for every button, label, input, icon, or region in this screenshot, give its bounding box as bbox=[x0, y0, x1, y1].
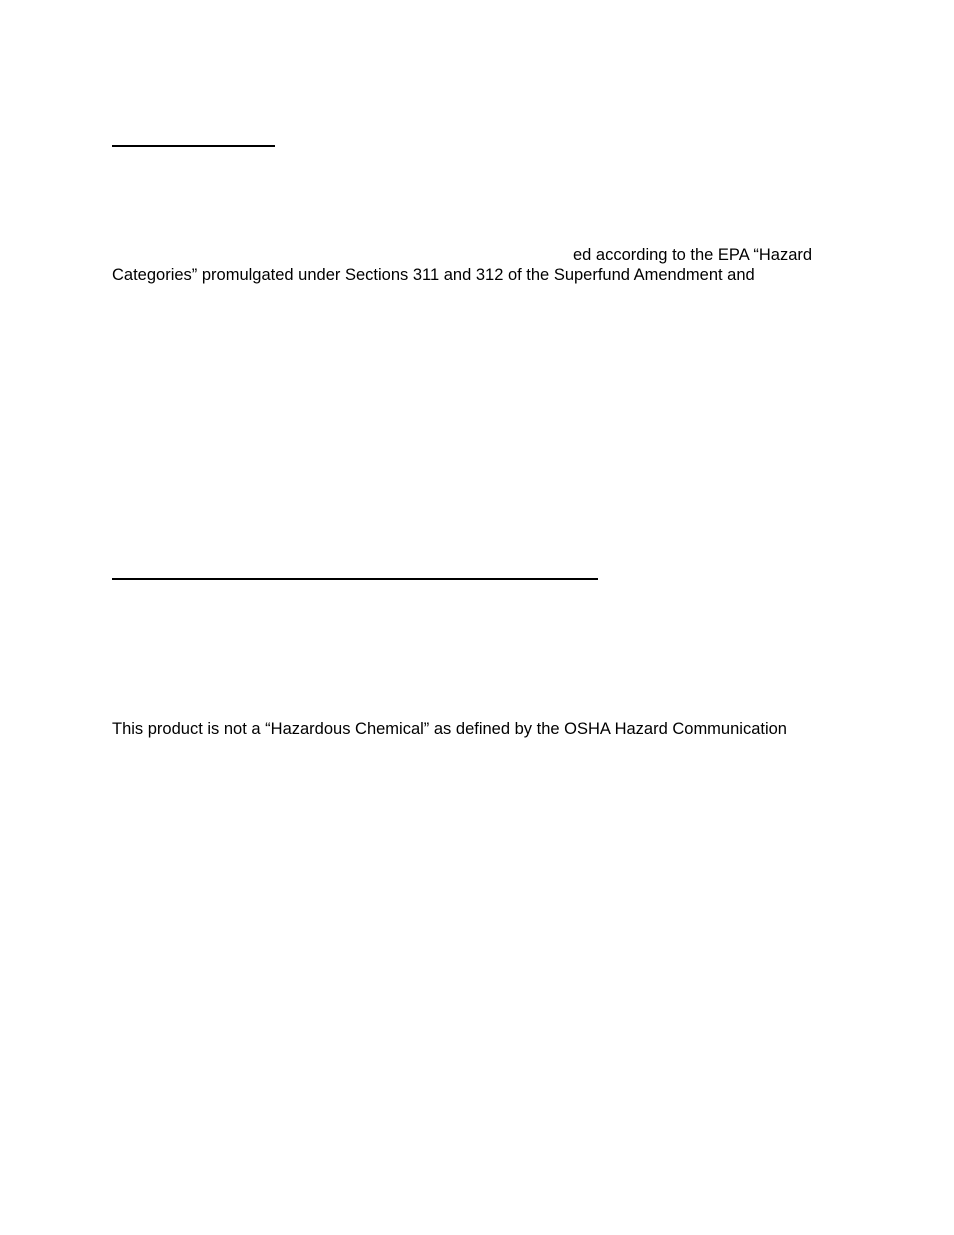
paragraph-line: Categories” promulgated under Sections 311 and 312 of the Superfund Amendment and bbox=[112, 266, 755, 284]
paragraph-line: ed according to the EPA “Hazard bbox=[573, 246, 813, 264]
section-heading-underline bbox=[112, 145, 275, 147]
section-heading-underline bbox=[112, 578, 598, 580]
paragraph-line: This product is not a “Hazardous Chemical” as defined by the OSHA Hazard Communication bbox=[112, 720, 787, 738]
